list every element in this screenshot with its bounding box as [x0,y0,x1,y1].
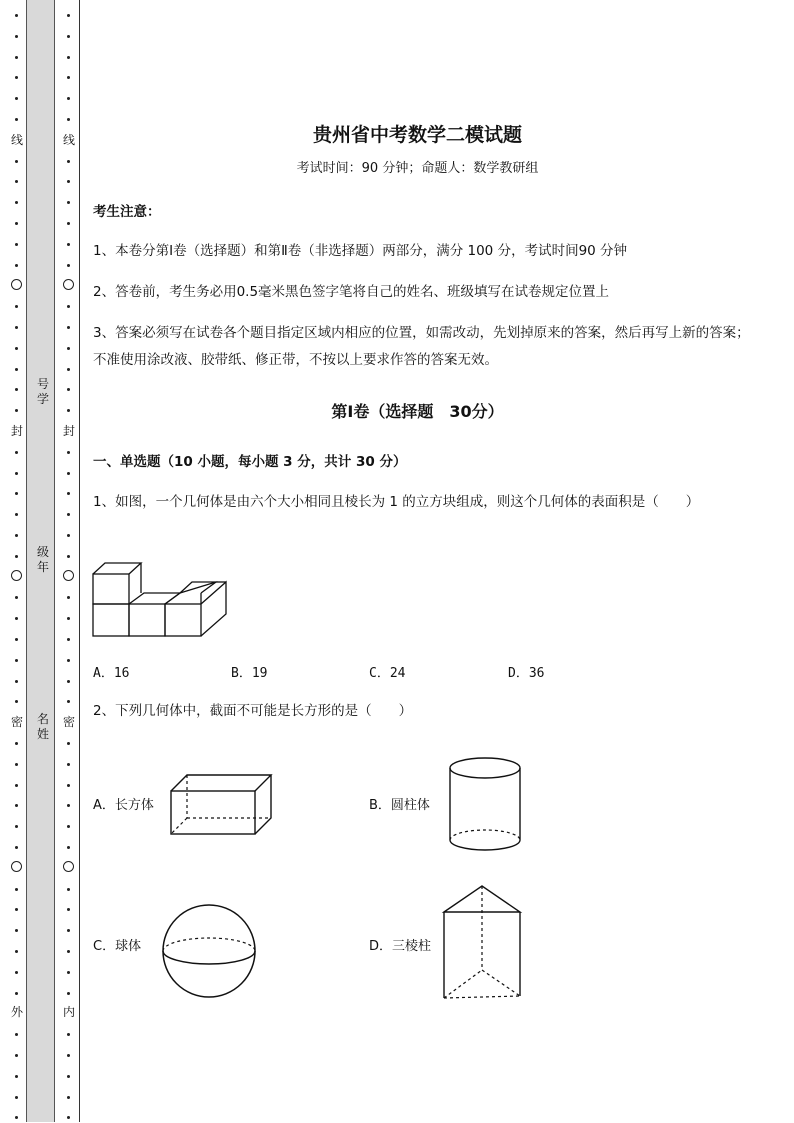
notice-item-2: 2、答卷前，考生务必用0.5毫米黑色签字笔将自己的姓名、班级填写在试卷规定位置上 [93,284,610,300]
binding-dot [15,76,18,79]
binding-dot [67,950,70,953]
binding-dot [15,784,18,787]
binding-dot [67,305,70,308]
binding-dot [67,555,70,558]
binding-dot [15,700,18,703]
q1-choice-c: C．24 [369,666,406,681]
binding-dot [15,534,18,537]
page-title: 贵州省中考数学二模试题 [312,124,522,146]
binding-dot [15,804,18,807]
binding-dot [67,763,70,766]
binding-dot [15,451,18,454]
binding-dot [67,1033,70,1036]
binding-dot [15,1075,18,1078]
binding-dot [67,700,70,703]
binding-dot [15,825,18,828]
binding-dot [15,846,18,849]
binding-dot [67,326,70,329]
binding-dot [67,1054,70,1057]
binding-dot [15,1116,18,1119]
binding-dot [15,1096,18,1099]
notice-heading: 考生注意： [93,204,161,220]
binding-dot [67,825,70,828]
binding-dot [67,492,70,495]
binding-dot [67,888,70,891]
binding-dot [67,1075,70,1078]
q1-choice-a: A．16 [93,666,130,681]
binding-dot [15,929,18,932]
binding-dot [67,638,70,641]
binding-circle-mark [63,570,74,581]
binding-dot [67,534,70,537]
binding-dot [67,908,70,911]
binding-dot [67,992,70,995]
binding-dot [15,680,18,683]
binding-dot [15,264,18,267]
binding-dot [67,409,70,412]
binding-dot [67,76,70,79]
field-grade: 级年 [36,545,49,574]
triangular-prism-figure [442,884,524,1002]
binding-dot [67,160,70,163]
binding-dot [67,513,70,516]
binding-circle-mark [63,279,74,290]
binding-dot [15,326,18,329]
inner-char-xian: 线 [62,133,75,147]
binding-dot [15,1054,18,1057]
binding-dot [15,763,18,766]
binding-dot [15,555,18,558]
outer-char-wai: 外 [10,1005,23,1019]
binding-dot [15,971,18,974]
binding-margin [0,0,82,1123]
binding-dot [67,201,70,204]
binding-dot [15,56,18,59]
binding-dot [15,409,18,412]
outer-char-mi: 密 [10,715,23,729]
field-name: 名姓 [36,712,49,741]
q1-choice-d: D．36 [508,666,545,681]
binding-dot [15,243,18,246]
binding-dot [67,451,70,454]
binding-dot [67,971,70,974]
binding-dot [67,929,70,932]
binding-dot [15,888,18,891]
binding-dot [15,305,18,308]
field-student-number: 号学 [36,377,49,406]
binding-dot [15,97,18,100]
q2-choice-b: B．圆柱体 [369,798,430,813]
binding-dot [67,617,70,620]
q2-choice-d: D．三棱柱 [369,939,432,954]
binding-dot [15,659,18,662]
inner-char-feng: 封 [62,424,75,438]
binding-dot [67,97,70,100]
outer-char-feng: 封 [10,424,23,438]
binding-circle-mark [11,279,22,290]
binding-dot [67,742,70,745]
binding-dot [15,180,18,183]
binding-dot [67,243,70,246]
q2-choice-c: C．球体 [93,939,142,954]
notice-item-1: 1、本卷分第Ⅰ卷（选择题）和第Ⅱ卷（非选择题）两部分，满分 100 分，考试时间90 分钟 [93,243,628,259]
binding-dot [67,1116,70,1119]
binding-dot [67,680,70,683]
binding-dot [67,368,70,371]
binding-circle-mark [63,861,74,872]
binding-dot [67,472,70,475]
binding-dot [67,596,70,599]
binding-dot [15,908,18,911]
binding-dot [15,118,18,121]
binding-dot [67,388,70,391]
question-1-text: 1、如图，一个几何体是由六个大小相同且棱长为 1 的立方块组成，则这个几何体的表面积是（ ） [93,494,700,510]
cut-line [79,0,80,1122]
binding-dot [67,784,70,787]
binding-dot [67,846,70,849]
binding-dot [15,992,18,995]
binding-dot [15,472,18,475]
binding-dot [15,513,18,516]
cuboid-figure [170,774,274,836]
binding-dot [67,35,70,38]
cube-stack-figure [92,562,232,638]
cylinder-figure [448,756,522,854]
binding-dot [15,596,18,599]
binding-dot [15,222,18,225]
part-heading: 一、单选题（10 小题，每小题 3 分，共计 30 分） [93,454,407,470]
binding-dot [15,368,18,371]
binding-dot [67,14,70,17]
outer-char-xian: 线 [10,133,23,147]
question-2-text: 2、下列几何体中，截面不可能是长方形的是（ ） [93,703,413,719]
binding-dot [15,347,18,350]
binding-dot [67,804,70,807]
section-title: 第Ⅰ卷（选择题 30分） [331,402,504,421]
binding-dot [15,35,18,38]
binding-dot [67,659,70,662]
binding-circle-mark [11,570,22,581]
binding-dot [15,742,18,745]
binding-dot [15,638,18,641]
inner-char-mi: 密 [62,715,75,729]
binding-dot [15,201,18,204]
q2-choice-a: A．长方体 [93,798,154,813]
binding-circle-mark [11,861,22,872]
binding-dot [67,1096,70,1099]
binding-dot [15,492,18,495]
binding-dot [67,180,70,183]
binding-dot [15,950,18,953]
binding-dot [67,118,70,121]
binding-dot [67,264,70,267]
binding-dot [15,1033,18,1036]
binding-dot [67,222,70,225]
binding-dot [15,160,18,163]
binding-dot [67,56,70,59]
binding-dot [15,388,18,391]
sphere-figure [160,902,258,1000]
binding-dot [15,617,18,620]
q1-choice-b: B．19 [231,666,268,681]
binding-dot [67,347,70,350]
inner-char-nei: 内 [62,1005,75,1019]
exam-info: 考试时间：90 分钟；命题人：数学教研组 [296,161,539,176]
binding-dot [15,14,18,17]
notice-item-3: 3、答案必须写在试卷各个题目指定区域内相应的位置，如需改动，先划掉原来的答案，然后再写上新的答案；不准使用涂改液、胶带纸、修正带，不按以上要求作答的答案无效。 [93,325,750,368]
